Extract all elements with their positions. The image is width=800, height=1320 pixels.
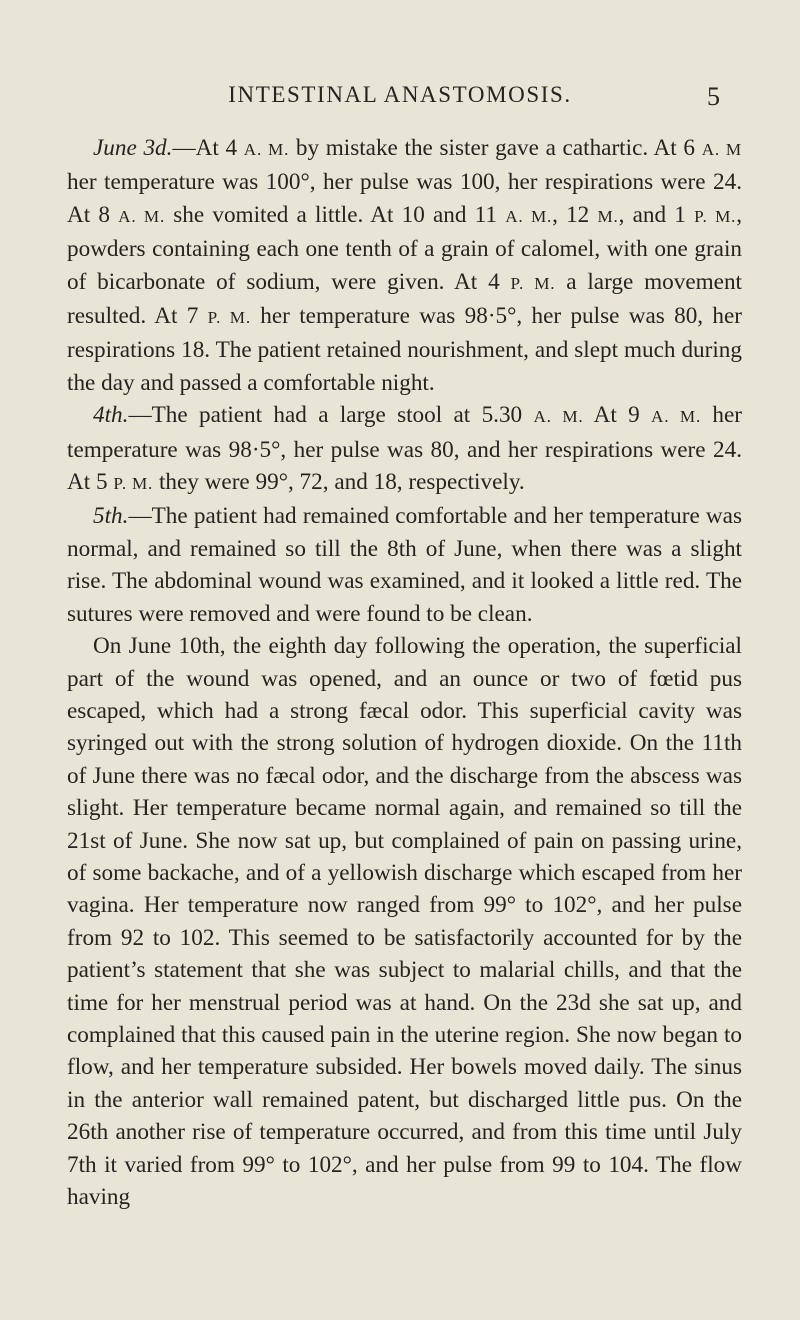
paragraph-lead: June 3d.	[93, 135, 173, 161]
time-abbreviation: M.	[597, 206, 619, 226]
time-abbreviation: P. M.	[113, 474, 154, 494]
paragraph-text: —The patient had remained comfortable and her temperature was normal, and remained so till the 8th of June, when there was a slight rise. The abdominal wound was examined, and it looked a little red. The sutures were removed and were found to be clean.	[67, 503, 742, 627]
paragraph-text: —The patient had a large stool at 5.30 A. M. At 9 A. M. her temperature was 98·5°, her pulse was 80, and her respirations were 24. At 5 P. M. they were 99°, 72, and 18, respectively.	[67, 402, 742, 496]
paragraph-text: —At 4 A. M. by mistake the sister gave a cathartic. At 6 A. M her temperature was 100°, her pulse was 100, her respirations were 24. At 8 A. M. she vomited a little. At 10 and 11 A. M., 12 M., and 1 P. M., powders containing each one tenth of a grain of calomel, with one grain of bicarbonate of sodium, were given. At 4 P. M. a large movement resulted. At 7 P. M. her temperature was 98·5°, her pulse was 80, her respirations 18. The patient retained nourishment, and slept much during the day and passed a comfortable night.	[67, 135, 743, 396]
time-abbreviation: P. M.	[510, 273, 556, 293]
running-title: INTESTINAL ANASTOMOSIS.	[228, 82, 572, 107]
paragraph-4th	[67, 399, 742, 500]
paragraph-5th	[67, 500, 742, 630]
body-text	[67, 132, 742, 1213]
time-abbreviation: P. M.	[207, 308, 251, 328]
paragraph-lead: 5th.	[93, 503, 129, 530]
time-abbreviation: P. M.	[694, 206, 737, 226]
time-abbreviation: A. M.	[118, 206, 166, 226]
paragraph-june-3d	[67, 132, 742, 399]
time-abbreviation: A. M.	[533, 407, 584, 427]
page-number: 5	[707, 82, 720, 111]
time-abbreviation: A. M.	[243, 140, 290, 159]
paragraph-text: On June 10th, the eighth day following the operation, the superficial part of the wound was opened, and an ounce or two of fœtid pus escaped, which had a strong fæcal odor. This superficial cavity was syringed out with the strong solution of hydrogen dioxide. On the 11th of June there was no fæcal odor, and the discharge from the abscess was slight. Her temperature became normal again, and remained so till the 21st of June. She now sat up, but complained of pain on passing urine, of some backache, and of a yellowish discharge which escaped from her vagina. Her temperature now ranged from 99° to 102°, and her pulse from 92 to 102. This seemed to be satisfactorily accounted for by the patient’s statement that she was subject to malarial chills, and that the time for her menstrual period was at hand. On the 23d she sat up, and complained that this caused pain in the uterine region. She now began to flow, and her temperature subsided. Her bowels moved daily. The sinus in the anterior wall remained patent, but discharged little pus. On the 26th another rise of temperature occurred, and from this time until July 7th it varied from 99° to 102°, and her pulse from 99 to 104. The flow having	[67, 633, 742, 1210]
paragraph-lead: 4th.	[93, 402, 129, 429]
time-abbreviation: A. M	[701, 140, 742, 159]
time-abbreviation: A. M.	[505, 206, 553, 226]
paragraph-june-10th	[67, 630, 742, 1213]
time-abbreviation: A. M.	[651, 407, 702, 427]
running-head	[0, 76, 800, 116]
